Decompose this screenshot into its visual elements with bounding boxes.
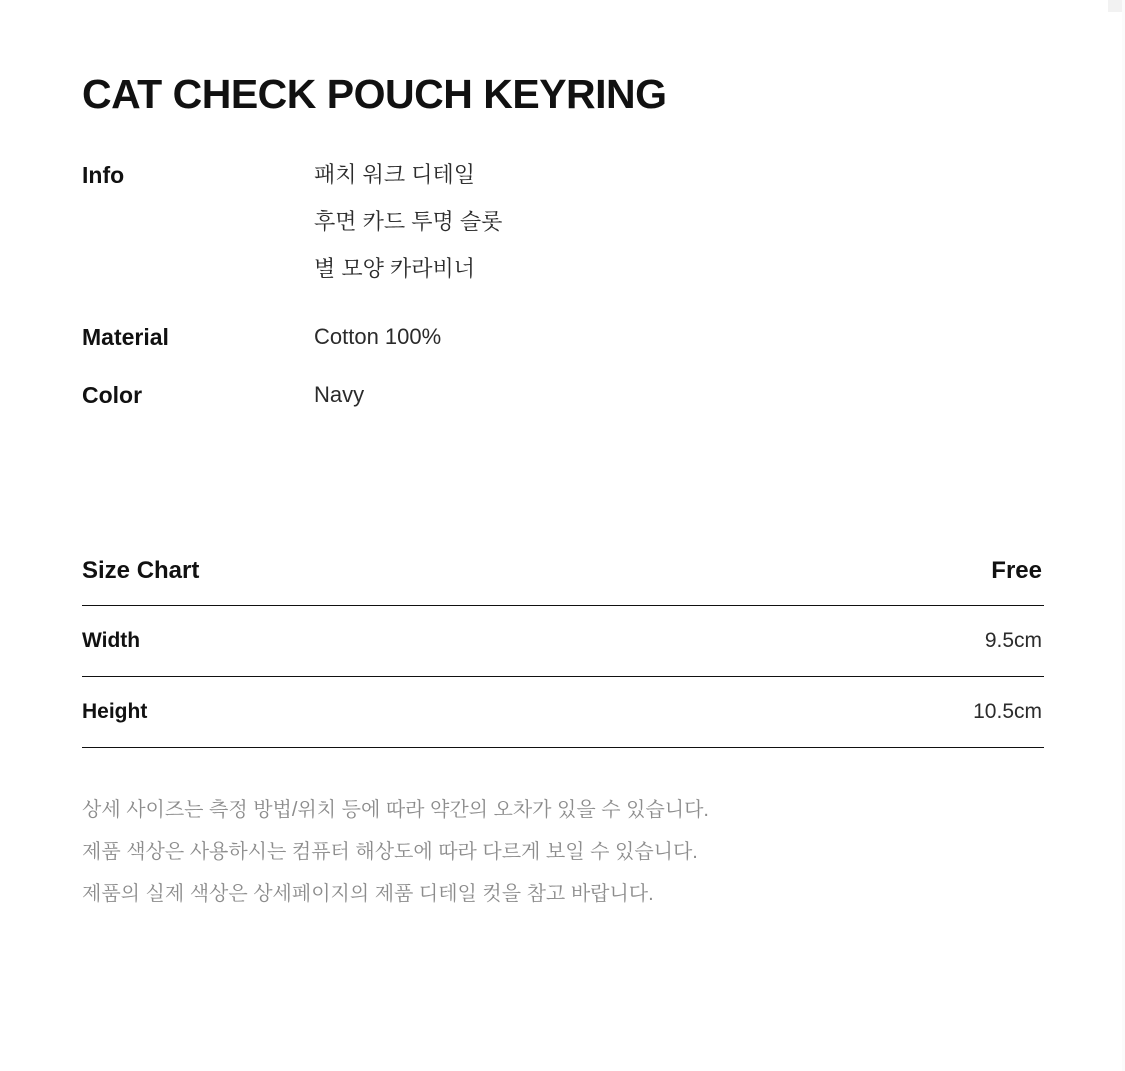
color-label: Color [82,382,143,408]
size-chart-column-header: Free [991,557,1042,584]
size-chart-row-label: Width [82,629,141,652]
info-row-info [82,164,1044,280]
note-line: 제품의 실제 색상은 상세페이지의 제품 디테일 컷을 참고 바랍니다. [82,883,654,905]
size-chart-row-value: 10.5cm [973,700,1042,723]
note-line: 상세 사이즈는 측정 방법/위치 등에 따라 약간의 오차가 있을 수 있습니다. [82,799,709,821]
info-values [314,164,1044,280]
info-label: Info [82,162,125,188]
material-values [314,326,1044,348]
page-title: CAT CHECK POUCH KEYRING [82,71,667,117]
info-value-line: 패치 워크 디테일 [314,162,475,187]
product-info-block [82,164,1044,407]
info-value-line: 별 모양 카라비너 [314,256,475,281]
info-row-color [82,384,1044,407]
disclaimer-notes [82,800,1044,904]
material-value: Cotton 100% [314,324,442,349]
color-value: Navy [314,382,365,407]
table-row [82,676,1044,748]
size-chart-row-label: Height [82,700,148,723]
size-chart-header [82,557,1044,605]
material-label: Material [82,324,169,350]
info-row-material [82,326,1044,349]
size-chart-title: Size Chart [82,557,200,584]
size-chart-table [82,557,1044,748]
table-row [82,605,1044,676]
content-column [82,0,1044,904]
info-value-line: 후면 카드 투명 슬롯 [314,209,503,234]
size-chart-row-value: 9.5cm [984,629,1042,652]
note-line: 제품 색상은 사용하시는 컴퓨터 해상도에 따라 다르게 보일 수 있습니다. [82,841,698,863]
color-values [314,384,1044,406]
